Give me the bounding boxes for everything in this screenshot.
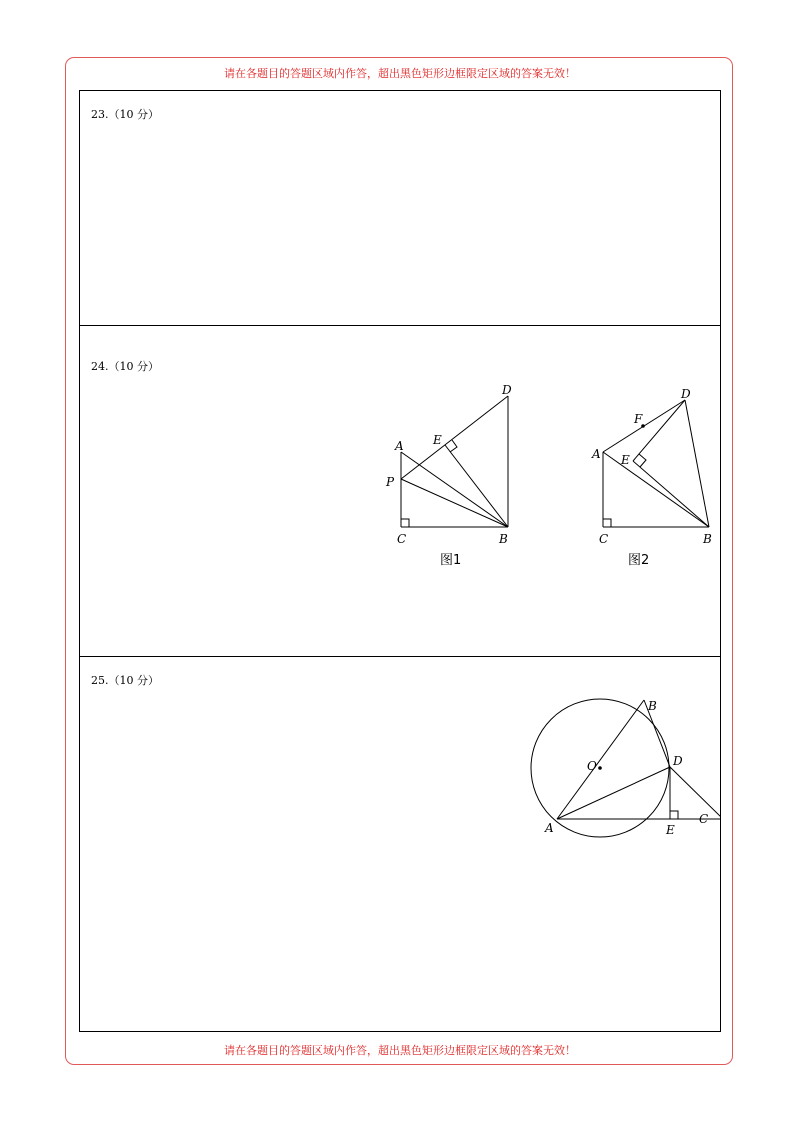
right-angle-e: [450, 440, 457, 452]
point-o-label: O: [587, 759, 597, 773]
point-b-label: B: [648, 699, 657, 713]
geometry-figure-1: [380, 381, 530, 571]
segment-pb: [401, 479, 508, 527]
right-angle-e: [639, 454, 646, 467]
answer-box-23[interactable]: [79, 90, 721, 326]
point-c-label: C: [397, 532, 407, 546]
point-p-label: P: [386, 475, 395, 489]
point-d-label: D: [502, 383, 512, 397]
point-e-label: E: [666, 823, 675, 837]
circle-geometry-figure: [520, 692, 720, 842]
answer-box-24[interactable]: [79, 325, 721, 657]
right-angle-e: [670, 811, 678, 819]
segment-ad: [557, 767, 670, 819]
point-a-label: A: [592, 447, 601, 461]
point-b-label: B: [703, 532, 712, 546]
figure-2-caption: 图2: [628, 553, 650, 568]
header-warning: 请在各题目的答题区域内作答，超出黑色矩形边框限定区域的答案无效！: [224, 67, 576, 80]
figure-1-caption: 图1: [440, 553, 462, 568]
segment-ab: [401, 452, 508, 527]
segment-db: [685, 400, 709, 527]
point-f-label: F: [634, 412, 643, 426]
right-angle-c: [603, 519, 611, 527]
point-c-label: C: [599, 532, 609, 546]
center-o-dot: [598, 766, 602, 770]
segment-ab: [557, 700, 644, 819]
point-e-label: E: [433, 433, 442, 447]
point-e-label: E: [621, 453, 630, 467]
segment-eb: [445, 445, 508, 527]
point-c-label: C: [699, 812, 709, 826]
point-d-label: D: [681, 387, 691, 401]
point-d-label: D: [673, 754, 683, 768]
question-label-24: 24.（10 分）: [91, 360, 159, 373]
segment-pd: [401, 396, 508, 479]
footer-warning: 请在各题目的答题区域内作答，超出黑色矩形边框限定区域的答案无效！: [224, 1044, 576, 1057]
segment-de: [633, 400, 685, 461]
question-label-23: 23.（10 分）: [91, 108, 159, 121]
question-label-25: 25.（10 分）: [91, 674, 159, 687]
right-angle-c: [401, 519, 409, 527]
segment-eb: [633, 461, 709, 527]
segment-ab: [603, 452, 709, 527]
point-b-label: B: [499, 532, 508, 546]
answer-box-25[interactable]: [79, 656, 721, 1032]
point-a-label: A: [395, 439, 404, 453]
point-a-label: A: [545, 821, 554, 835]
geometry-figure-2: [585, 381, 720, 571]
